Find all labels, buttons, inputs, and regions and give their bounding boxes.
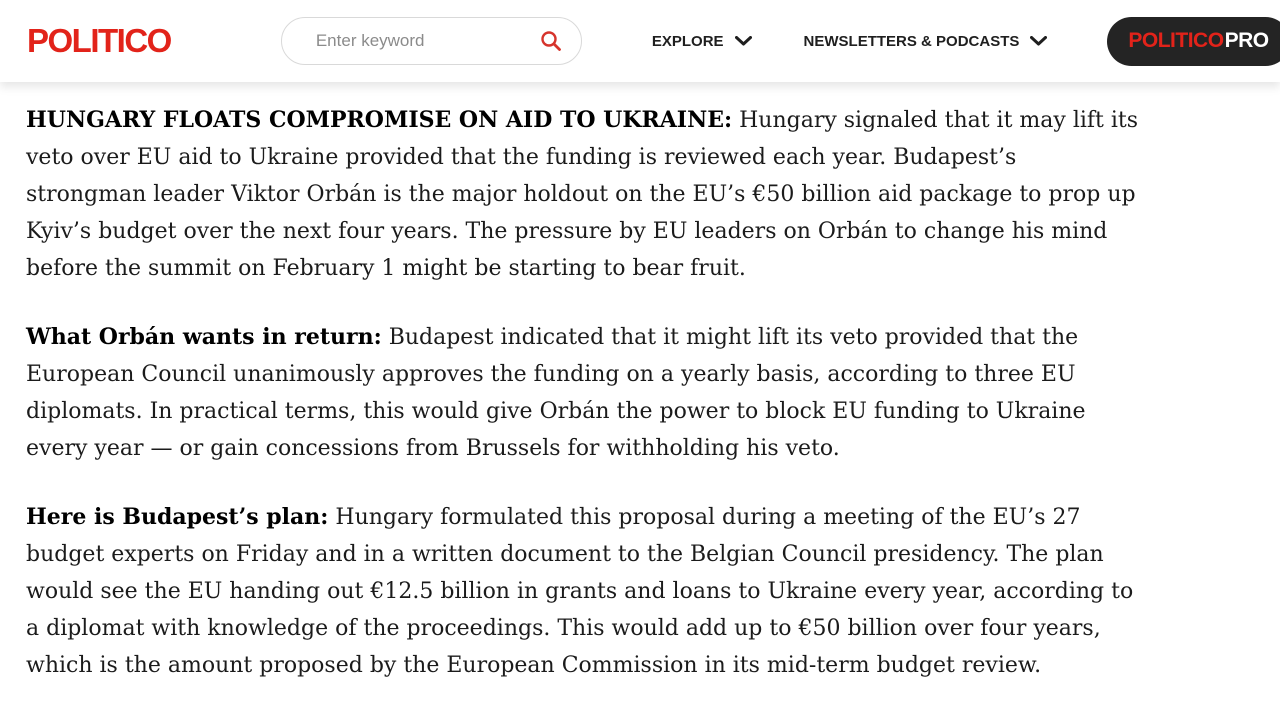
politico-logo[interactable]: POLITICO [27, 22, 171, 59]
paragraph-hungary-compromise [26, 102, 1142, 287]
paragraph-lead: Here is Budapest’s plan: [26, 504, 329, 530]
paragraph-budapest-plan [26, 499, 1142, 684]
paragraph-lead: What Orbán wants in return: [26, 324, 382, 350]
politico-pro-button[interactable] [1107, 17, 1280, 66]
search-icon[interactable] [539, 29, 563, 53]
paragraph-orban-return [26, 319, 1142, 467]
paragraph-text: Hungary signaled that it may lift its veto over EU aid to Ukraine provided that the funding is reviewed each year. Budapest’s strongman leader Viktor Orbán is the major holdout on the EU’s €50 billion aid package to prop up Kyiv’s budget over the next four years. The pressure by EU leaders on Orbán to change his mind before the summit on February 1 might be starting to bear fruit. [26, 108, 1139, 281]
site-header [0, 0, 1280, 82]
pro-button-suffix-text: PRO [1224, 29, 1269, 52]
nav-explore-label: EXPLORE [651, 32, 724, 50]
search-input[interactable] [314, 30, 539, 52]
chevron-down-icon [1030, 33, 1047, 50]
pro-button-brand-text: POLITICO [1128, 29, 1224, 52]
nav-newsletters-podcasts[interactable] [804, 33, 1048, 50]
nav-newsletters-podcasts-label: NEWSLETTERS & PODCASTS [803, 32, 1020, 50]
paragraph-lead: HUNGARY FLOATS COMPROMISE ON AID TO UKRAINE: [26, 107, 733, 133]
article-body [0, 82, 1280, 684]
paragraph-text: Budapest indicated that it might lift its veto provided that the European Council unanimously approves the funding on a yearly basis, according to three EU diplomats. In practical terms, this would give Orbán the power to block EU funding to Ukraine every year — or gain concessions from Brussels for withholding his veto. [26, 325, 1086, 461]
nav-explore[interactable] [652, 33, 752, 50]
search-box[interactable] [281, 17, 582, 65]
chevron-down-icon [735, 33, 752, 50]
paragraph-text: Hungary formulated this proposal during a meeting of the EU’s 27 budget experts on Friday and in a written document to the Belgian Council presidency. The plan would see the EU handing out €12.5 billion in grants and loans to Ukraine every year, according to a diplomat with knowledge of the proceedings. This would add up to €50 billion over four years, which is the amount proposed by the European Commission in its mid-term budget review. [26, 505, 1134, 678]
